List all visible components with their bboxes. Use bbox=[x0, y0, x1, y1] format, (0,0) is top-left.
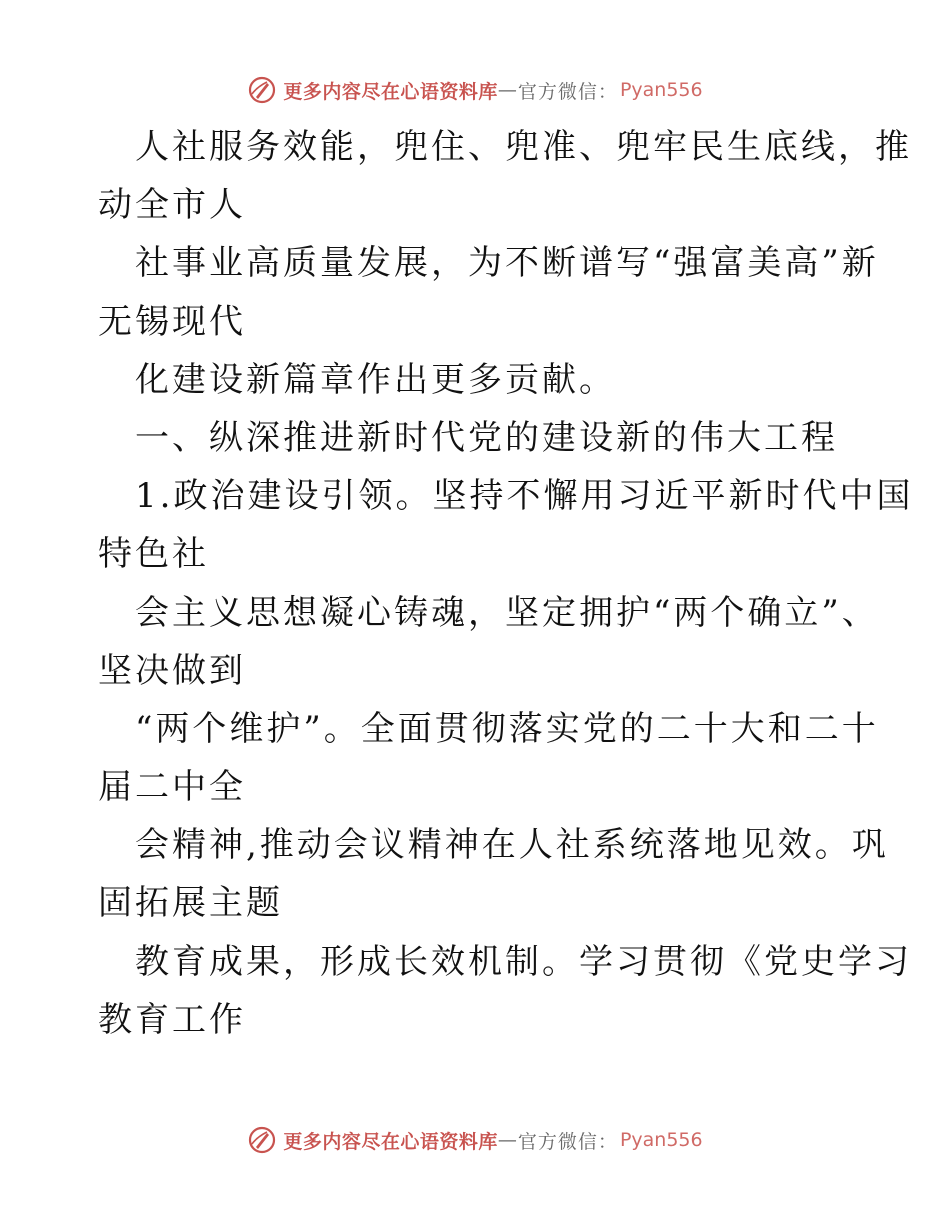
body-line: 1.政治建设引领。坚持不懈用习近平新时代中国 bbox=[135, 476, 914, 517]
body-line: 无锡现代 bbox=[98, 301, 246, 342]
body-line: 特色社 bbox=[98, 534, 209, 575]
body-line: 动全市人 bbox=[98, 185, 246, 226]
document-body bbox=[98, 118, 914, 1049]
watermark-wechat-id: Pyan556 bbox=[619, 1129, 703, 1151]
body-line: 教育工作 bbox=[98, 999, 246, 1040]
body-line: “两个维护”。全面贯彻落实党的二十大和二十 bbox=[135, 708, 879, 749]
body-line: 固拓展主题 bbox=[98, 883, 283, 924]
footer-watermark bbox=[0, 1123, 950, 1157]
quill-pen-logo-icon bbox=[247, 1125, 277, 1155]
body-line: 坚决做到 bbox=[98, 650, 246, 691]
body-line: 化建设新篇章作出更多贡献。 bbox=[135, 359, 616, 400]
quill-pen-logo-icon bbox=[247, 75, 277, 105]
body-line: 届二中全 bbox=[98, 767, 246, 808]
watermark-dash: — bbox=[497, 1129, 518, 1151]
body-line: 人社服务效能，兜住、兜准、兜牢民生底线，推 bbox=[135, 127, 912, 167]
body-line: 会精神,推动会议精神在人社系统落地见效。巩 bbox=[135, 825, 889, 866]
watermark-wechat-id: Pyan556 bbox=[619, 79, 703, 101]
watermark-main-text: 更多内容尽在心语资料库 bbox=[283, 1130, 498, 1153]
header-watermark bbox=[0, 73, 950, 107]
body-line: 会主义思想凝心铸魂，坚定拥护“两个确立”、 bbox=[135, 592, 879, 633]
body-line: 社事业高质量发展，为不断谱写“强富美高”新 bbox=[135, 243, 879, 284]
watermark-dash: — bbox=[497, 79, 518, 101]
body-line: 教育成果，形成长效机制。学习贯彻《党史学习 bbox=[135, 941, 912, 982]
watermark-wechat-label: 官方微信： bbox=[517, 80, 618, 103]
section-heading: 一、纵深推进新时代党的建设新的伟大工程 bbox=[135, 417, 838, 458]
watermark-wechat-label: 官方微信： bbox=[517, 1130, 618, 1153]
watermark-main-text: 更多内容尽在心语资料库 bbox=[283, 80, 498, 103]
